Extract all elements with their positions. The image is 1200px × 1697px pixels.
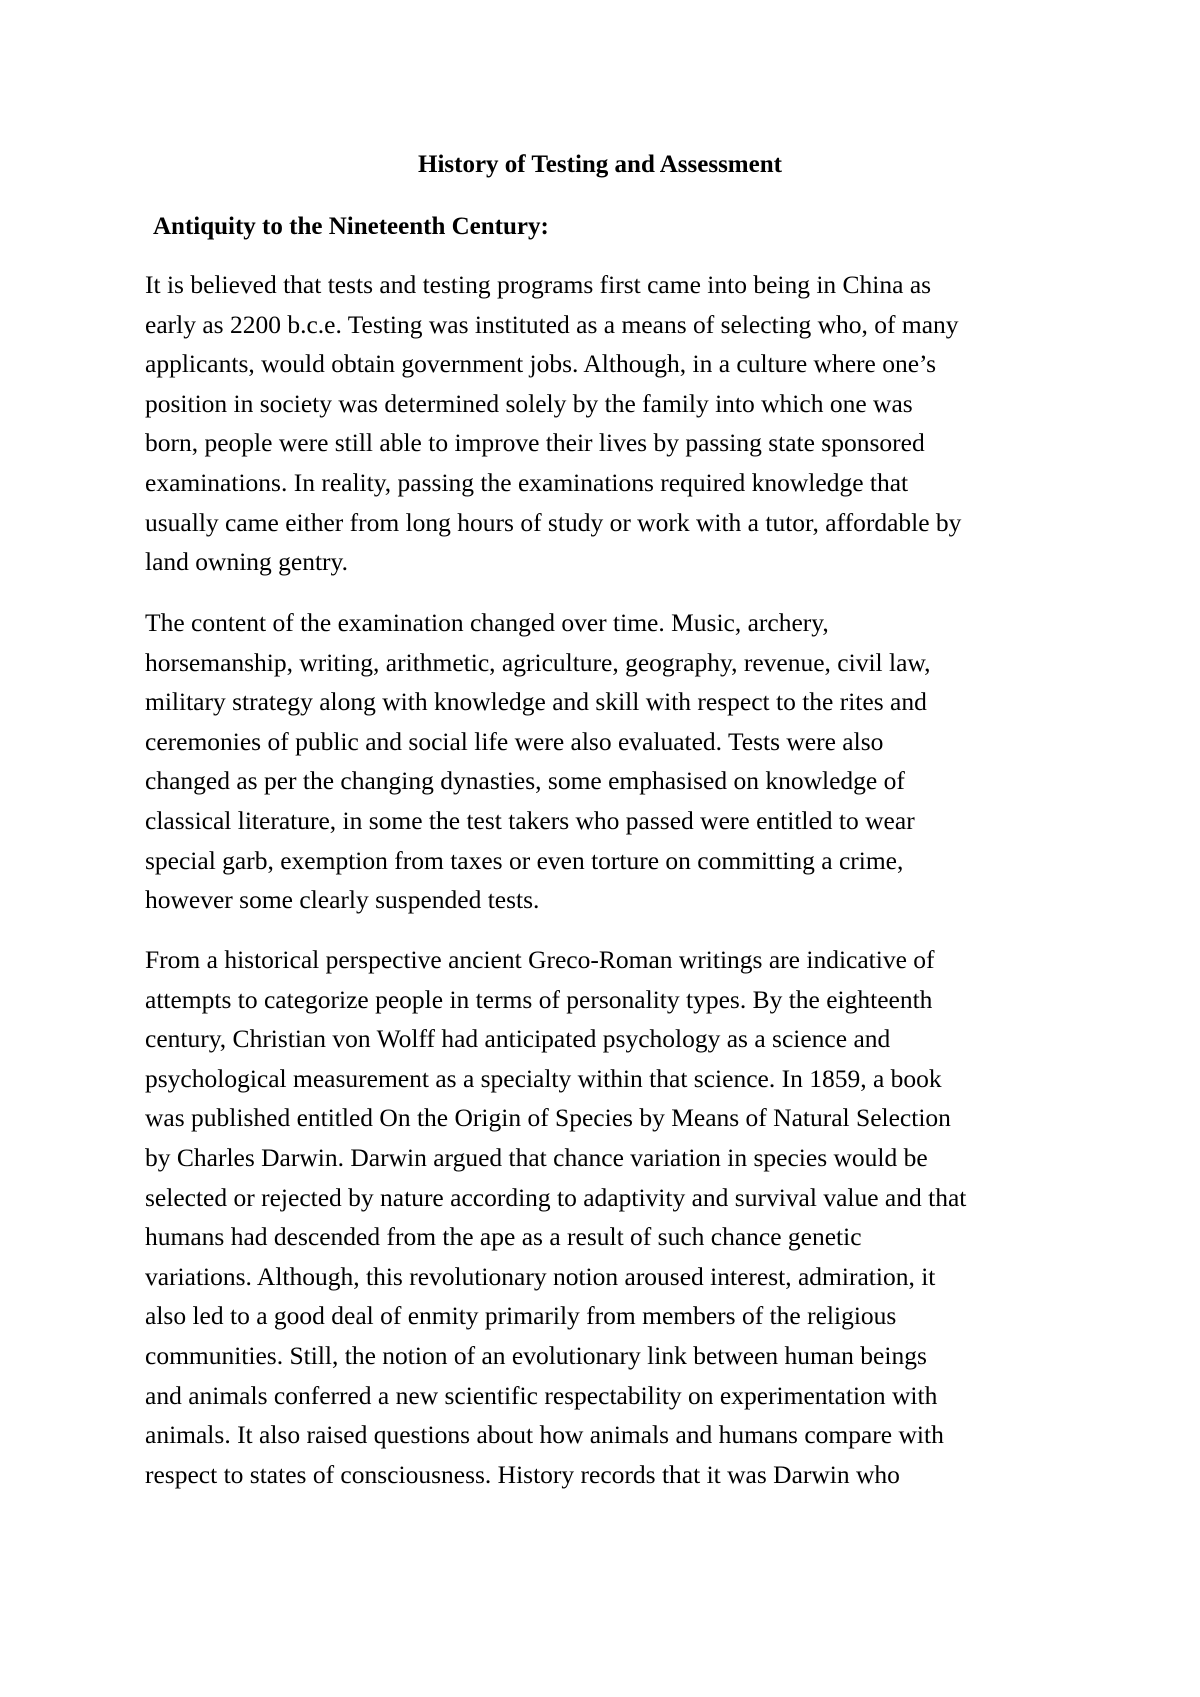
text-line: was published entitled On the Origin of Species by Means of Natural Selection	[145, 1103, 951, 1133]
text-line: horsemanship, writing, arithmetic, agriculture, geography, revenue, civil law,	[145, 647, 931, 677]
text-line: classical literature, in some the test takers who passed were entitled to wear	[145, 805, 915, 835]
text-line: born, people were still able to improve their lives by passing state sponsored	[145, 428, 925, 458]
text-line: military strategy along with knowledge and skill with respect to the rites and	[145, 687, 927, 717]
paragraph-2	[145, 603, 1065, 920]
section-heading: Antiquity to the Nineteenth Century:	[153, 213, 549, 240]
paragraph-1	[145, 265, 1065, 582]
text-line: position in society was determined solely by the family into which one was	[145, 388, 913, 418]
document-title: History of Testing and Assessment	[418, 151, 782, 178]
text-line: special garb, exemption from taxes or even torture on committing a crime,	[145, 845, 904, 875]
text-line: respect to states of consciousness. History records that it was Darwin who	[145, 1459, 900, 1489]
text-line: animals. It also raised questions about how animals and humans compare with	[145, 1420, 944, 1450]
text-line: humans had descended from the ape as a result of such chance genetic	[145, 1222, 862, 1252]
text-line: examinations. In reality, passing the examinations required knowledge that	[145, 467, 909, 497]
text-line: also led to a good deal of enmity primarily from members of the religious	[145, 1301, 897, 1331]
text-line: usually came either from long hours of study or work with a tutor, affordable by	[145, 507, 962, 537]
text-line: however some clearly suspended tests.	[145, 885, 540, 915]
text-line: psychological measurement as a specialty within that science. In 1859, a book	[145, 1063, 942, 1093]
text-line: attempts to categorize people in terms of personality types. By the eighteenth	[145, 984, 933, 1014]
text-line: early as 2200 b.c.e. Testing was instituted as a means of selecting who, of many	[145, 309, 959, 339]
text-line: The content of the examination changed over time. Music, archery,	[145, 608, 829, 637]
text-line: applicants, would obtain government jobs. Although, in a culture where one’s	[145, 349, 937, 379]
text-line: communities. Still, the notion of an evolutionary link between human beings	[145, 1340, 927, 1370]
text-line: selected or rejected by nature according to adaptivity and survival value and that	[145, 1182, 967, 1212]
text-line: century, Christian von Wolff had anticipated psychology as a science and	[145, 1024, 891, 1054]
text-line: From a historical perspective ancient Greco-Roman writings are indicative of	[145, 945, 935, 974]
text-line: changed as per the changing dynasties, some emphasised on knowledge of	[145, 766, 905, 796]
text-line: It is believed that tests and testing programs first came into being in China as	[145, 270, 932, 299]
paragraph-3	[145, 940, 1065, 1494]
text-line: ceremonies of public and social life were also evaluated. Tests were also	[145, 726, 884, 756]
text-line: land owning gentry.	[145, 547, 349, 577]
text-line: and animals conferred a new scientific respectability on experimentation with	[145, 1380, 938, 1410]
text-line: by Charles Darwin. Darwin argued that chance variation in species would be	[145, 1142, 928, 1172]
text-line: variations. Although, this revolutionary notion aroused interest, admiration, it	[145, 1261, 936, 1291]
